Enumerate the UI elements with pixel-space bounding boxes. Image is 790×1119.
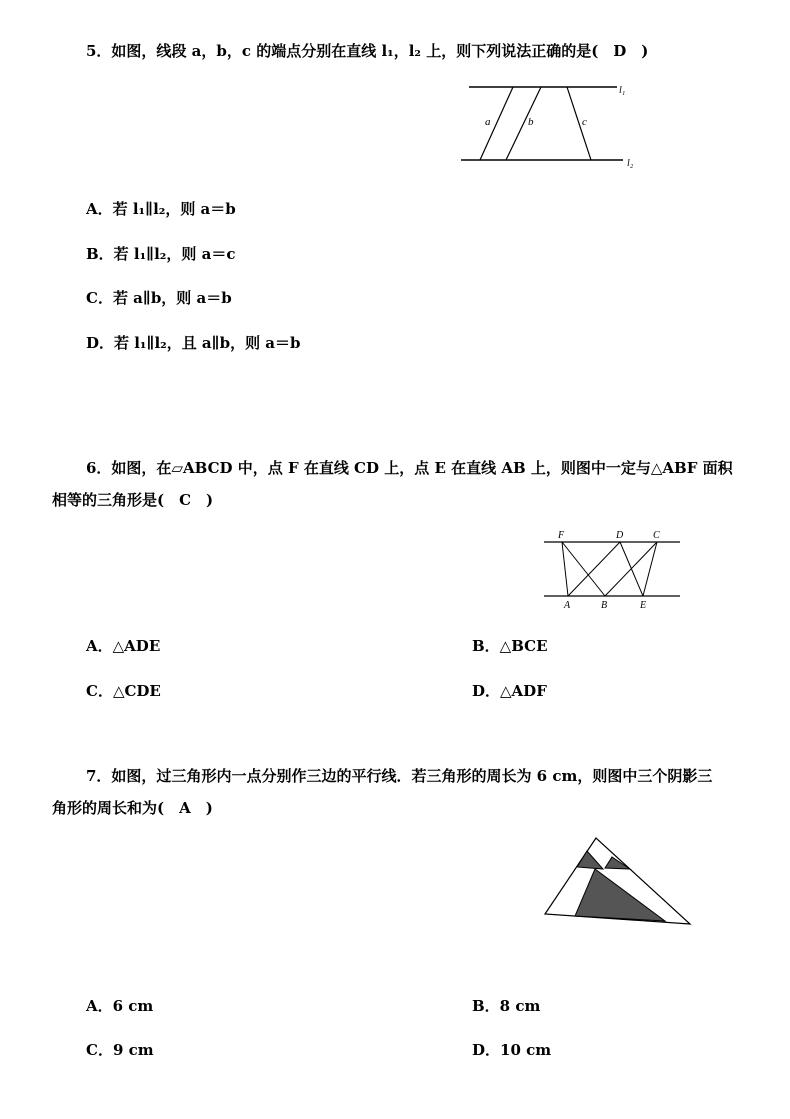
label-C: C — [653, 530, 660, 541]
label-b: b — [528, 116, 534, 128]
q6-stem-line2: 相等的三角形是( C ) — [52, 491, 214, 509]
q5-option-a[interactable]: A．若 l₁∥l₂，则 a＝b — [86, 200, 236, 218]
q5-option-b[interactable]: B．若 l₁∥l₂，则 a＝c — [86, 245, 236, 263]
label-a: a — [485, 116, 491, 128]
label-l2: l₂ — [627, 158, 634, 169]
q6-stem-line1: 6．如图，在▱ABCD 中，点 F 在直线 CD 上，点 E 在直线 AB 上，则图中一定与△ABF 面积 — [86, 459, 733, 477]
label-c: c — [582, 116, 587, 128]
label-l1: l₁ — [619, 85, 626, 96]
q7-option-c[interactable]: C．9 cm — [86, 1041, 154, 1059]
q5-figure — [455, 78, 650, 178]
q6-figure — [540, 526, 685, 616]
q7-option-d[interactable]: D．10 cm — [472, 1041, 552, 1059]
q6-option-d[interactable]: D．△ADF — [472, 682, 547, 700]
label-E: E — [640, 600, 647, 611]
q6-option-a[interactable]: A．△ADE — [86, 637, 161, 655]
label-A: A — [564, 600, 571, 611]
q7-option-b[interactable]: B．8 cm — [472, 997, 541, 1015]
q7-stem-line1: 7．如图，过三角形内一点分别作三边的平行线．若三角形的周长为 6 cm，则图中三个阴影三 — [86, 767, 713, 785]
label-F: F — [558, 530, 565, 541]
q6-option-b[interactable]: B．△BCE — [472, 637, 548, 655]
q7-figure — [540, 832, 700, 932]
q5-option-c[interactable]: C．若 a∥b，则 a＝b — [86, 289, 232, 307]
q6-option-c[interactable]: C．△CDE — [86, 682, 161, 700]
label-D: D — [616, 530, 624, 541]
q7-option-a[interactable]: A．6 cm — [86, 997, 154, 1015]
q5-stem: 5．如图，线段 a，b，c 的端点分别在直线 l₁，l₂ 上，则下列说法正确的是( D ) — [86, 42, 649, 60]
label-B: B — [601, 600, 608, 611]
q7-stem-line2: 角形的周长和为( A ) — [52, 799, 213, 817]
q5-option-d[interactable]: D．若 l₁∥l₂，且 a∥b，则 a＝b — [86, 334, 301, 352]
